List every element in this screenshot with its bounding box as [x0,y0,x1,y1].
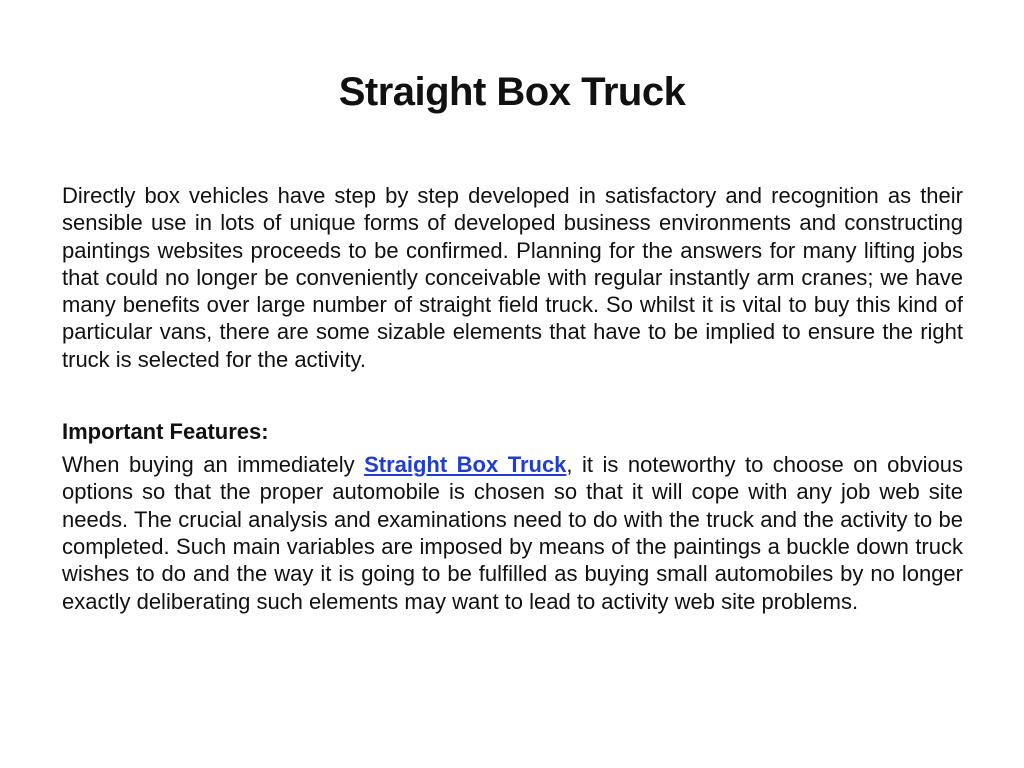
features-paragraph [62,451,963,615]
slide-body [62,182,963,615]
features-text-after-link: , it is noteworthy to choose on obvious options so that the proper automobile is chosen so that it will cope with any job web site needs. The crucial analysis and examinations need to do with the truck and the activity to be completed. Such main variables are imposed by means of the paintings a buckle down truck wishes to do and the way it is going to be fulfilled as buying small automobiles by no longer exactly deliberating such elements may want to lead to activity web site problems. [62,452,964,614]
intro-paragraph: Directly box vehicles have step by step developed in satisfactory and recognition as their sensible use in lots of unique forms of developed business environments and constructing paintings websites proceeds to be confirmed. Planning for the answers for many lifting jobs that could no longer be conveniently conceivable with regular instantly arm cranes; we have many benefits over large number of straight field truck. So whilst it is vital to buy this kind of particular vans, there are some sizable elements that have to be implied to ensure the right truck is selected for the activity. [62,183,963,372]
features-text-before-link: When buying an immediately [62,452,365,478]
slide-title: Straight Box Truck [338,70,686,114]
section-heading: Important Features: [62,419,269,445]
straight-box-truck-link[interactable]: Straight Box Truck [364,452,567,478]
